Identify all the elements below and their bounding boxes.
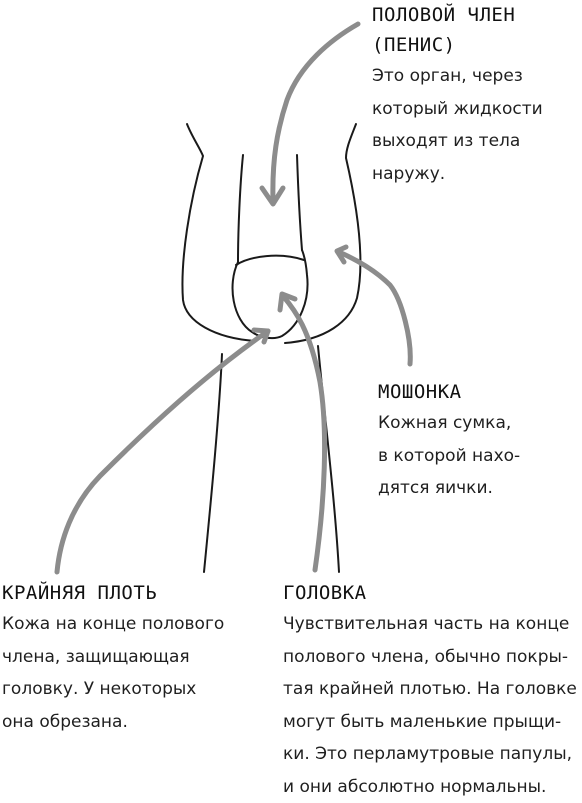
glans-description [283, 608, 577, 803]
scrotum-desc-line-1: Кожная сумка, [378, 407, 520, 440]
foreskin-label [2, 578, 224, 738]
glans-desc-line-5: ки. Это перламутровые папулы, [283, 738, 577, 771]
glans-desc-line-6: и они абсолютно нормальны. [283, 771, 577, 803]
penis-title [372, 0, 543, 60]
glans-outline [233, 250, 308, 338]
left-hip-line [182, 124, 255, 341]
glans-desc-line-4: могут быть маленькие прыщи- [283, 706, 577, 739]
scrotum-desc-line-3: дятся яички. [378, 472, 520, 505]
penis-desc-line-3: выходят из тела [372, 125, 543, 158]
penis-shaft-left [238, 155, 243, 262]
penis-title-line-2: (ПЕНИС) [372, 30, 543, 60]
penis-arrow-line [273, 24, 358, 200]
foreskin-edge [236, 256, 304, 265]
glans-desc-line-1: Чувствительная часть на конце [283, 608, 577, 641]
scrotum-desc-line-2: в которой нахо- [378, 440, 520, 473]
glans-desc-line-3: тая крайней плотью. На головке [283, 673, 577, 706]
penis-title-line-1: ПОЛОВОЙ ЧЛЕН [372, 0, 543, 30]
foreskin-desc-line-1: Кожа на конце полового [2, 608, 224, 641]
penis-desc-line-1: Это орган, через [372, 60, 543, 93]
left-leg-line [204, 354, 222, 572]
scrotum-arrow-line [339, 252, 410, 364]
penis-desc-line-2: который жидкости [372, 93, 543, 126]
penis-label [372, 0, 543, 190]
foreskin-desc-line-3: головку. У некоторых [2, 673, 224, 706]
glans-label [283, 578, 577, 803]
foreskin-desc-line-2: члена, защищающая [2, 641, 224, 674]
penis-desc-line-4: наружу. [372, 158, 543, 191]
glans-title [283, 578, 577, 608]
scrotum-title [378, 377, 520, 407]
scrotum-title-line-1: МОШОНКА [378, 377, 520, 407]
scrotum-description [378, 407, 520, 505]
foreskin-description [2, 608, 224, 738]
foreskin-desc-line-4: она обрезана. [2, 706, 224, 739]
foreskin-title-line-1: КРАЙНЯЯ ПЛОТЬ [2, 578, 224, 608]
foreskin-title [2, 578, 224, 608]
foreskin-arrow-line [57, 331, 268, 572]
glans-title-line-1: ГОЛОВКА [283, 578, 577, 608]
glans-arrow-line [283, 296, 325, 570]
penis-description [372, 60, 543, 190]
glans-desc-line-2: полового члена, обычно покры- [283, 641, 577, 674]
scrotum-label [378, 377, 520, 505]
penis-shaft-right [297, 155, 302, 250]
